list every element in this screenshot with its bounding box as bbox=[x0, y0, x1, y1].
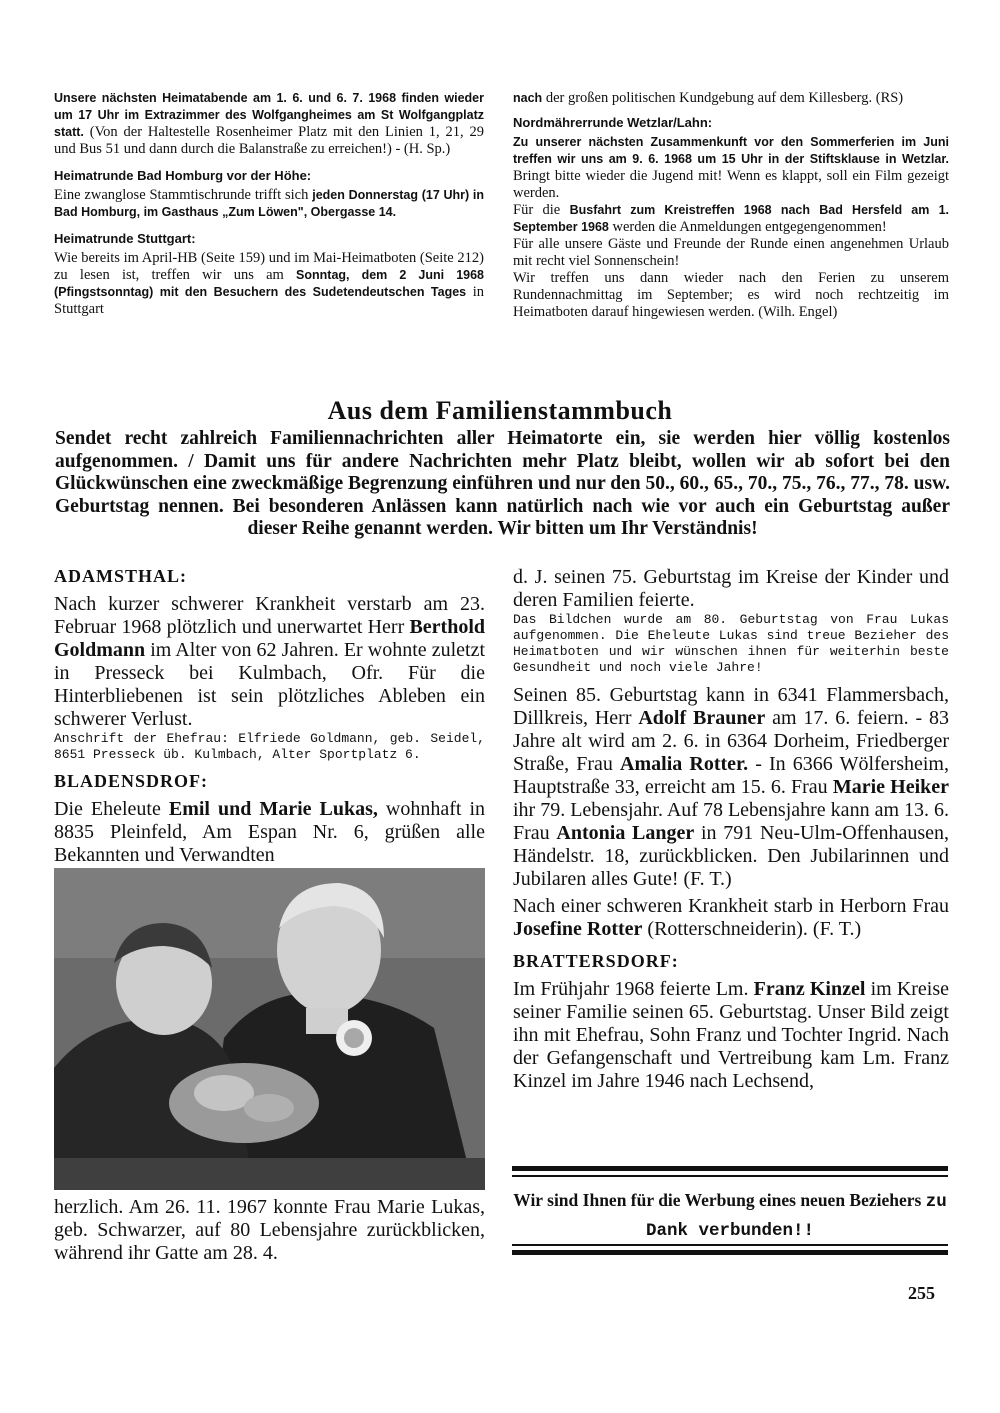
death-text-a: Nach einer schweren Krankheit starb in Herborn Frau bbox=[513, 895, 949, 917]
adamsthal-text-a: Nach kurzer schwerer Krankheit verstarb am 23. Februar 1968 plötzlich und unerwartet Herr bbox=[54, 593, 485, 638]
brattersdorf-text-b: im Kreise seiner Familie seinen 65. Geburtstag. Unser Bild zeigt ihn mit Ehefrau, Sohn Franz und Tochter Ingrid. Nach der Gefangenschaft und Vertreibung kam Lm. Franz Kinzel im Jahre 1946 nach Lechsend, bbox=[513, 978, 950, 1092]
birthday-name-langer: Antonia Langer bbox=[556, 822, 695, 844]
rule-bottom-thick bbox=[512, 1250, 948, 1255]
munich-notice-lead: Unsere nächsten Heimatabende am 1. 6. und 6. 7. 1968 finden wieder um 17 Uhr im Extrazimmer des Wolfgangheimes am St Wolfgangplatz statt. bbox=[54, 91, 484, 139]
brattersdorf-name: Franz Kinzel bbox=[753, 978, 866, 1000]
adamsthal-name: Berthold Goldmann bbox=[54, 616, 486, 661]
homburg-heading: Heimatrunde Bad Homburg vor der Höhe: bbox=[54, 168, 312, 183]
bladensdorf-text-b: wohnhaft in 8835 Pleinfeld, Am Espan Nr. 6, grüßen alle Bekannten und Verwandten bbox=[54, 798, 486, 866]
munich-notice bbox=[54, 90, 484, 158]
adamsthal-text bbox=[54, 593, 485, 731]
birthday-name-brauner: Adolf Brauner bbox=[638, 707, 766, 729]
after-holidays-text: Wir treffen uns dann wieder nach den Ferien zu unserem Rundennachmittag im September; es wird noch rechtzeitig im Heimatboten darauf hingewiesen werden. (Wilh. Engel) bbox=[513, 270, 949, 320]
thanks-notice bbox=[512, 1187, 948, 1245]
couple-photo-image bbox=[54, 868, 485, 1190]
birthdays-text-c: - In 6366 Wölfersheim, Hauptstraße 33, erreicht am 15. 6. Frau bbox=[513, 753, 949, 798]
widow-address: Anschrift der Ehefrau: Elfriede Goldmann, geb. Seidel, 8651 Presseck üb. Kulmbach, Alter Sportplatz 6. bbox=[54, 731, 485, 762]
rule-top-thin bbox=[512, 1175, 948, 1177]
stuttgart-text-b: Sonntag, dem 2 Juni 1968 (Pfingstsonntag) mit den Besuchern des Sudetendeutschen Tages bbox=[54, 268, 485, 299]
bus-text-c: werden die Anmeldungen entgegengenommen! bbox=[612, 219, 887, 235]
bladensdorf-text bbox=[54, 798, 485, 867]
wetzlar-text bbox=[513, 134, 949, 202]
birthdays-text-b: am 17. 6. feiern. - 83 Jahre alt wird am 2. 6. in 6364 Dorheim, Friedberger Straße, Frau bbox=[513, 707, 950, 775]
birthday-name-heiker: Marie Heiker bbox=[832, 776, 950, 798]
wetzlar-heading: Nordmährerrunde Wetzlar/Lahn: bbox=[513, 115, 713, 130]
photo-note: Das Bildchen wurde am 80. Geburtstag von Frau Lukas aufgenommen. Die Eheleute Lukas sind treue Bezieher des Heimatboten und wir wünschen ihnen für weiterhin beste Gesundheit und noch viele Jahre! bbox=[513, 612, 949, 675]
adamsthal-heading: ADAMSTHAL: bbox=[54, 566, 188, 586]
lukas-birthday-text: d. J. seinen 75. Geburtstag im Kreise der Kinder und deren Familien feierte. bbox=[513, 566, 949, 611]
homburg-text-a: Eine zwanglose Stammtischrunde trifft sich bbox=[54, 187, 309, 203]
killesberg-text-a: nach bbox=[513, 91, 543, 105]
section-title: Aus dem Familienstammbuch bbox=[327, 396, 673, 425]
top-right-column bbox=[513, 90, 949, 321]
lukas-continued-text: herzlich. Am 26. 11. 1967 konnte Frau Marie Lukas, geb. Schwarzer, auf 80 Lebensjahre zurückblicken, während ihr Gatte am 28. 4. bbox=[54, 1196, 485, 1264]
top-left-column bbox=[54, 90, 484, 318]
stuttgart-text-c: in Stuttgart bbox=[54, 284, 484, 317]
birthdays-text-e: in 791 Neu-Ulm-Offenhausen, Händelstr. 18, zurückblicken. Den Jubilarinnen und Jubilaren alles Gute! (F. T.) bbox=[513, 822, 950, 890]
stuttgart-text-a: Wie bereits im April-HB (Seite 159) und im Mai-Heimatboten (Seite 212) zu lesen ist, treffen wir uns am bbox=[54, 250, 484, 283]
bladensdorf-text-a: Die Eheleute bbox=[54, 798, 161, 820]
lower-left-column bbox=[54, 566, 485, 867]
birthday-name-rotter: Amalia Rotter. bbox=[620, 753, 749, 775]
wetzlar-text-a: Zu unserer nächsten Zusammenkunft vor den Sommerferien im Juni treffen wir uns am 9. 6. 1968 um 15 Uhr in der Stiftsklause in Wetzlar. bbox=[513, 135, 949, 166]
section-intro: Sendet recht zahlreich Familiennachrichten aller Heimatorte ein, sie werden hier völlig kostenlos aufgenommen. / Damit uns für andere Nachrichten mehr Platz bleibt, wollen wir ab sofort bei den Glückwünschen eine zweckmäßige Begrenzung einführen und nur den 50., 60., 65., 70., 75., 76., 77., 78. usw. Geburtstag nennen. Bei besonderen Anlässen kann natürlich nach wie vor auch ein Geburtstag außer dieser Reihe genannt werden. Wir bitten um Ihr Verständnis! bbox=[55, 428, 950, 539]
death-text bbox=[513, 895, 949, 941]
death-text-b: (Rotterschneiderin). (F. T.) bbox=[647, 918, 862, 940]
bladensdorf-name: Emil und Marie Lukas, bbox=[168, 798, 378, 820]
rule-bottom-thin bbox=[512, 1244, 948, 1246]
brattersdorf-text bbox=[513, 978, 949, 1093]
killesberg-text bbox=[513, 90, 949, 107]
munich-notice-rest: (Von der Haltestelle Rosenheimer Platz mit den Linien 1, 21, 29 und Bus 51 und dann durch die Balanstraße zu erreichen!) - (H. Sp.) bbox=[54, 124, 484, 157]
adamsthal-text-b: im Alter von 62 Jahren. Er wohnte zuletzt in Presseck bei Kulmbach, Ofr. Für die Hinterbliebenen ist sein plötzliches Ableben ein schwerer Verlust. bbox=[54, 639, 485, 730]
bladensdorf-heading: BLADENSDROF: bbox=[54, 771, 209, 791]
guests-text: Für alle unsere Gäste und Freunde der Runde einen angenehmen Urlaub mit recht viel Sonnenschein! bbox=[513, 236, 949, 269]
homburg-text-b: jeden Donnerstag (17 Uhr) in Bad Homburg, im Gasthaus „Zum Löwen", Obergasse 14. bbox=[54, 188, 484, 219]
lower-right-column bbox=[513, 566, 949, 1093]
thanks-notice-b: zu Dank verbunden!! bbox=[645, 1192, 947, 1241]
rule-top-thick bbox=[512, 1166, 948, 1171]
stuttgart-text bbox=[54, 250, 484, 318]
stuttgart-heading: Heimatrunde Stuttgart: bbox=[54, 231, 196, 246]
birthdays-text bbox=[513, 684, 949, 891]
birthdays-text-d: ihr 79. Lebensjahr. Auf 78 Lebensjahre kann am 13. 6. Frau bbox=[513, 799, 949, 844]
killesberg-text-b: der großen politischen Kundgebung auf dem Killesberg. (RS) bbox=[545, 90, 904, 106]
couple-photo bbox=[54, 868, 485, 1190]
bus-text-b: Busfahrt zum Kreistreffen 1968 nach Bad Hersfeld am 1. September 1968 bbox=[513, 203, 950, 234]
bus-text bbox=[513, 202, 949, 236]
page-number: 255 bbox=[908, 1283, 935, 1303]
homburg-text bbox=[54, 187, 484, 221]
thanks-notice-a: Wir sind Ihnen für die Werbung eines neuen Beziehers bbox=[513, 1190, 922, 1210]
brattersdorf-heading: BRATTERSDORF: bbox=[513, 951, 679, 971]
death-name: Josefine Rotter bbox=[513, 918, 643, 940]
bus-text-a: Für die bbox=[513, 202, 561, 218]
wetzlar-text-b: Bringt bitte wieder die Jugend mit! Wenn es klappt, soll ein Film gezeigt werden. bbox=[513, 168, 949, 201]
birthdays-text-a: Seinen 85. Geburtstag kann in 6341 Flammersbach, Dillkreis, Herr bbox=[513, 684, 949, 729]
brattersdorf-text-a: Im Frühjahr 1968 feierte Lm. bbox=[513, 978, 749, 1000]
